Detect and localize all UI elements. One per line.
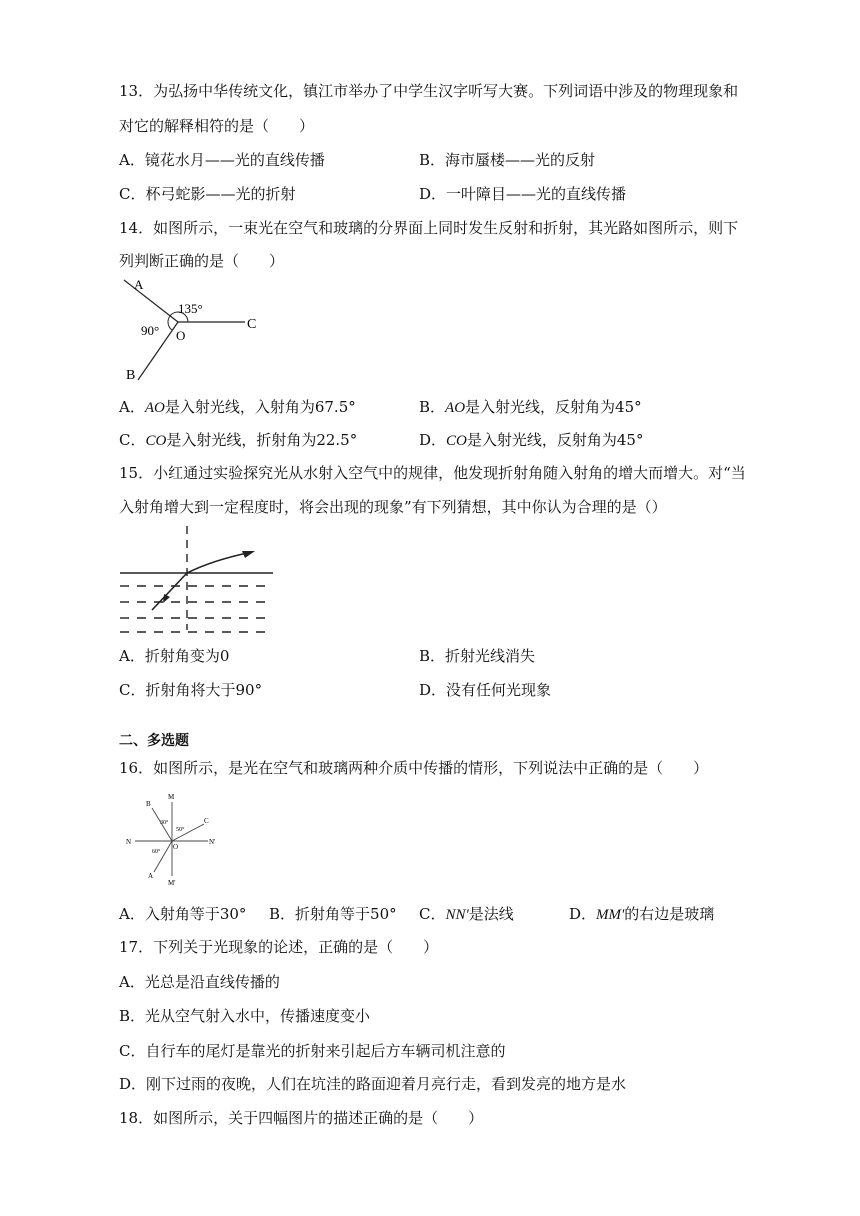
q16-option-a: A．入射角等于30° xyxy=(119,905,247,923)
q17-option-a: A．光总是沿直线传播的 xyxy=(119,973,280,991)
q16-label-n: N xyxy=(126,838,132,846)
q15-option-d: D．没有任何光现象 xyxy=(419,681,552,699)
q16-label-m-prime: M' xyxy=(168,879,176,887)
q15-option-c: C．折射角将大于90° xyxy=(119,681,263,699)
q17-option-c: C．自行车的尾灯是靠光的折射来引起后方车辆司机注意的 xyxy=(119,1042,506,1060)
q16-stem-line1: 16．如图所示，是光在空气和玻璃两种介质中传播的情形，下列说法中正确的是（ ） xyxy=(119,759,709,777)
q14-angle-arc-left xyxy=(168,316,172,330)
q15-option-b: B．折射光线消失 xyxy=(419,647,536,665)
q16-label-n-prime: N' xyxy=(209,838,216,846)
q15-incident-ray xyxy=(152,573,187,610)
q15-stem-line2: 入射角增大到一定程度时，将会出现的现象”有下列猜想，其中你认为合理的是（） xyxy=(119,498,667,516)
q15-option-a: A．折射角变为0 xyxy=(119,647,230,665)
q16-label-60: 60° xyxy=(152,849,161,855)
q17-stem-line1: 17．下列关于光现象的论述，正确的是（ ） xyxy=(119,938,439,956)
q16-label-a: A xyxy=(148,872,154,880)
q14-label-a: A xyxy=(134,277,144,292)
q13-option-d: D．一叶障目——光的直线传播 xyxy=(419,185,627,203)
q14-label-135: 135° xyxy=(178,301,203,316)
q14-label-90: 90° xyxy=(141,323,160,338)
q16-label-o: O xyxy=(173,843,179,851)
q16-label-m: M xyxy=(168,793,175,801)
q16-option-b: B．折射角等于50° xyxy=(269,905,397,923)
q15-refracted-ray xyxy=(187,552,252,573)
q16-option-d: D．MM'的右边是玻璃 xyxy=(569,905,715,923)
q16-ray-oa xyxy=(154,841,172,872)
q13-stem-line1: 13．为弘扬中华传统文化，镇江市举办了中学生汉字听写大赛。下列词语中涉及的物理现象和 xyxy=(119,82,739,100)
q14-refraction-figure xyxy=(118,276,268,386)
section-heading-multiple-choice: 二、多选题 xyxy=(119,733,189,749)
q16-label-b: B xyxy=(146,800,151,808)
q16-label-50: 50° xyxy=(176,827,185,833)
q15-refracted-arrowhead xyxy=(242,551,255,558)
q14-option-c: C．CO是入射光线，折射角为22.5° xyxy=(119,431,358,449)
q16-label-30: 30° xyxy=(160,820,169,826)
q14-label-o: O xyxy=(176,328,186,343)
q15-stem-line1: 15．小红通过实验探究光从水射入空气中的规律，他发现折射角随入射角的增大而增大。对“当 xyxy=(119,464,746,482)
q13-option-c: C．杯弓蛇影——光的折射 xyxy=(119,185,296,203)
q14-label-b: B xyxy=(126,368,136,383)
q14-option-b: B．AO是入射光线，反射角为45° xyxy=(419,398,642,416)
q14-stem-line2: 列判断正确的是（ ） xyxy=(119,252,285,270)
q16-label-c: C xyxy=(204,817,209,825)
q13-stem-line2: 对它的解释相符的是（ ） xyxy=(119,117,315,135)
q17-option-b: B．光从空气射入水中，传播速度变小 xyxy=(119,1007,371,1025)
q13-option-b: B．海市蜃楼——光的反射 xyxy=(419,151,596,169)
q16-light-path-figure xyxy=(122,790,222,888)
q14-label-c: C xyxy=(247,317,257,332)
q17-option-d: D．刚下过雨的夜晚，人们在坑洼的路面迎着月亮行走，看到发亮的地方是水 xyxy=(119,1075,627,1093)
q14-stem-line1: 14．如图所示，一束光在空气和玻璃的分界面上同时发生反射和折射，其光路如图所示，则下 xyxy=(119,219,739,237)
q15-water-refraction-figure xyxy=(118,524,276,636)
q14-option-a: A．AO是入射光线，入射角为67.5° xyxy=(119,398,356,416)
q15-incident-arrowhead xyxy=(163,594,170,603)
q16-option-c: C．NN'是法线 xyxy=(419,905,514,923)
q13-option-a: A．镜花水月——光的直线传播 xyxy=(119,151,325,169)
q14-option-d: D．CO是入射光线，反射角为45° xyxy=(419,431,644,449)
q18-stem-line1: 18．如图所示，关于四幅图片的描述正确的是（ ） xyxy=(119,1109,484,1127)
